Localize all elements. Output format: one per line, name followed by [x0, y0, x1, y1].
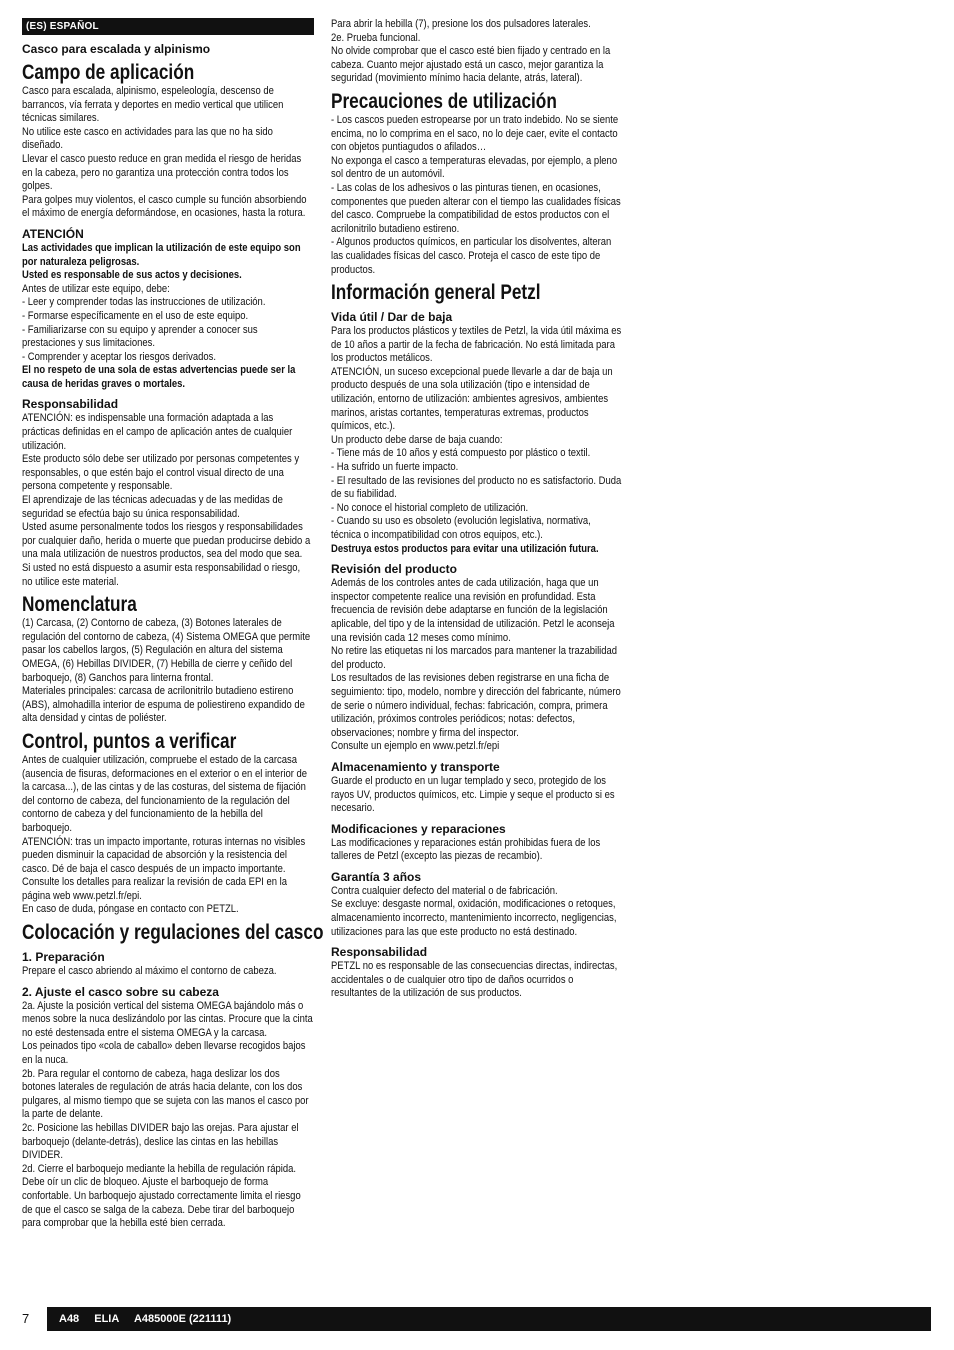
paragraph: - Formarse específicamente en el uso de este equipo. [22, 309, 249, 322]
right-column [331, 18, 623, 1001]
section-heading: Colocación y regulaciones del casco [22, 921, 324, 945]
paragraph: Para golpes muy violentos, el casco cumple su función absorbiendo el máximo de energía deformándose, en ocasiones, hasta la rotura. [22, 193, 307, 220]
paragraph: ATENCIÓN: es indispensable una formación adaptada a las prácticas definidas en el campo de aplicación antes de cualquier utilización. [22, 412, 293, 452]
paragraph: Para abrir la hebilla (7), presione los dos pulsadores laterales. [331, 18, 591, 30]
paragraph: 2e. Prueba funcional. [331, 31, 421, 44]
paragraph: 2a. Ajuste la posición vertical del sistema OMEGA bajándolo más o menos sobre la nuca deslizándolo por las cintas. Procure que la cinta no esté destensada entre el sistema OMEGA y la carcasa. [22, 999, 313, 1039]
paragraph: Contra cualquier defecto del material o de fabricación. [331, 884, 558, 897]
paragraph: - No conoce el historial completo de utilización. [331, 501, 529, 514]
paragraph: No exponga el casco a temperaturas elevadas, por ejemplo, a pleno sol dentro de un automóvil. [331, 154, 618, 181]
subsection-heading: ATENCIÓN [22, 226, 84, 241]
warning-paragraph: Usted es responsable de sus actos y decisiones. [22, 269, 242, 282]
paragraph: Los peinados tipo «cola de caballo» deben llevarse recogidos bajos en la nuca. [22, 1040, 306, 1067]
paragraph: - Leer y comprender todas las instrucciones de utilización. [22, 296, 266, 309]
subsection-heading: Garantía 3 años [331, 869, 422, 884]
section-heading: Campo de aplicación [22, 61, 195, 84]
language-tag: (ES) ESPAÑOL [22, 18, 314, 35]
paragraph: No olvide comprobar que el casco esté bien fijado y centrado en la cabeza. Cuanto mejor ajustado está un casco, mejor garantiza la seguridad (movimiento mínimo hacia delante, atrás, lateral). [331, 45, 611, 85]
subsection-heading: 1. Preparación [22, 950, 105, 965]
paragraph: PETZL no es responsable de las consecuencias directas, indirectas, accidentales o de cualquier otro tipo de daños ocurridos o resultantes de la utilización de sus productos. [331, 960, 618, 1000]
paragraph: ATENCIÓN: tras un impacto importante, roturas internas no visibles pueden disminuir la capacidad de absorción y la resistencia del casco. Dé de baja el casco después de un impacto importante. [22, 835, 306, 875]
paragraph: Materiales principales: carcasa de acrilonitrilo butadieno estireno (ABS), almohadilla interior de espuma de poliestireno expandido de alta densidad y cintas de poliéster. [22, 685, 305, 725]
paragraph: - Familiarizarse con su equipo y aprender a conocer sus prestaciones y sus limitaciones. [22, 323, 258, 350]
paragraph: - Los cascos pueden estropearse por un trato indebido. No se siente encima, no lo comprima en el saco, no lo deje caer, evite el contacto con objetos puntiagudos o afilados… [331, 113, 619, 154]
footer-product-name: ELIA [94, 1313, 119, 1325]
paragraph: - Tiene más de 10 años y está compuesto por plástico o textil. [331, 447, 591, 460]
paragraph: Usted asume personalmente todos los riesgos y responsabilidades por cualquier daño, herida o muerte que puedan producirse debido a una mala utilización de nuestros productos, sea del modo que sea. Si usted no está dispuesto a asumir esta responsabilidad o riesgo, no utilice este material. [22, 521, 311, 588]
paragraph: Para los productos plásticos y textiles de Petzl, la vida útil máxima es de 10 años a partir de la fecha de fabricación. No está limitada para los productos metálicos. [331, 325, 622, 365]
page-footer [0, 1307, 954, 1331]
subsection-heading: Responsabilidad [331, 945, 428, 960]
footer-code-ref: A48 [59, 1313, 80, 1325]
paragraph: Guarde el producto en un lugar templado y seco, protegido de los rayos UV, productos químicos, etc. Limpie y seque el producto si es necesario. [331, 774, 615, 815]
warning-paragraph: Destruya estos productos para evitar una utilización futura. [331, 542, 599, 555]
paragraph: Se excluye: desgaste normal, oxidación, modificaciones o retoques, almacenamiento incorrecto, mantenimiento incorrecto, negligencias, utilizaciones para las que este producto no está destinado. [331, 898, 617, 938]
paragraph: - Cuando su uso es obsoleto (evolución legislativa, normativa, técnica o incompatibilidad con otros equipos, etc.). [331, 515, 591, 541]
paragraph: Consulte los detalles para realizar la revisión de cada EPI en la página web www.petzl.fr/epi. [22, 876, 288, 902]
paragraph: El aprendizaje de las técnicas adecuadas y de las medidas de seguridad se efectúa bajo su única responsabilidad. [22, 494, 283, 520]
paragraph: No utilice este casco en actividades para las que no ha sido diseñado. [22, 125, 273, 152]
paragraph: Los resultados de las revisiones deben registrarse en una ficha de seguimiento: tipo, modelo, nombre y dirección del fabricante, número de serie o número individual, fechas: fabricación, compra, primera utilización, próximos controles periódicos; notas: defectos, observaciones; nombre y firma del inspector. [331, 672, 621, 739]
subsection-heading: 2. Ajuste el casco sobre su cabeza [22, 984, 219, 999]
paragraph: Casco para escalada, alpinismo, espeleología, descenso de barrancos, vía ferrata y deportes en medio vertical que utilicen técnicas similares. [22, 85, 284, 125]
warning-paragraph: El no respeto de una sola de estas advertencias puede ser la causa de heridas graves o mortales. [22, 364, 296, 390]
paragraph: Este producto sólo debe ser utilizado por personas competentes y responsables, o que estén bajo el control visual directo de una persona competente y responsable. [22, 453, 300, 493]
section-heading: Información general Petzl [331, 281, 541, 305]
paragraph: Antes de utilizar este equipo, debe: [22, 282, 170, 295]
paragraph: Prepare el casco abriendo al máximo el contorno de cabeza. [22, 965, 277, 978]
paragraph: - Comprender y aceptar los riesgos derivados. [22, 350, 217, 363]
paragraph: Consulte un ejemplo en www.petzl.fr/epi [331, 740, 500, 753]
paragraph: - Algunos productos químicos, en particular los disolventes, alteran las cualidades físicas del casco. Proteja el casco de este tipo de productos. [331, 236, 612, 276]
document-subtitle: Casco para escalada y alpinismo [22, 42, 211, 56]
warning-paragraph: Las actividades que implican la utilización de este equipo son por naturaleza peligrosas. [22, 241, 301, 268]
paragraph: Además de los controles antes de cada utilización, haga que un inspector competente realice una revisión en profundidad. Esta frecuencia de revisión debe adaptarse en función de la legislación aplicable, del tipo y de la intensidad de utilización. Petzl le aconseja una revisión cada 12 meses como mínimo. [331, 577, 615, 644]
footer-bar [47, 1307, 931, 1331]
paragraph: Las modificaciones y reparaciones están prohibidas fuera de los talleres de Petzl (excepto las piezas de recambio). [331, 836, 601, 863]
section-heading: Nomenclatura [22, 593, 137, 617]
paragraph: En caso de duda, póngase en contacto con PETZL. [22, 903, 239, 916]
paragraph: Llevar el casco puesto reduce en gran medida el riesgo de heridas en la cabeza, pero no garantiza una protección contra todos los golpes. [22, 152, 302, 193]
paragraph: - El resultado de las revisiones del producto no es satisfactorio. Duda de su fiabilidad. [331, 474, 622, 501]
paragraph: - Las colas de los adhesivos o las pinturas tienen, en ocasiones, componentes que pueden alterar con el tiempo las cualidades físicas del casco. Compruebe la compatibilidad de estos productos con el acrilonitrilo butadieno estireno. [331, 181, 621, 235]
paragraph: Un producto debe darse de baja cuando: [331, 433, 503, 446]
subsection-heading: Modificaciones y reparaciones [331, 821, 506, 836]
paragraph: (1) Carcasa, (2) Contorno de cabeza, (3) Botones laterales de regulación del contorno de cabeza, (4) Sistema OMEGA que permite pasar los cabellos largos, (5) Regulación en altura del sistema OMEGA, (6) Hebillas DIVIDER, (7) Hebilla de cierre y ceñido del barboquejo, (8) Ganchos para linterna frontal. [22, 617, 311, 684]
paragraph: 2d. Cierre el barboquejo mediante la hebilla de regulación rápida. Debe oír un clic de bloqueo. Ajuste el barboquejo de forma confortable. Un barboquejo ajustado correctamente limita el riesgo de que el casco se salga de la cabeza. Debe tirar del barboquejo para comprobar que la hebilla esté bien cerrada. [22, 1162, 301, 1230]
paragraph: 2c. Posicione las hebillas DIVIDER bajo las orejas. Para ajustar el barboquejo (delante-detrás), deslice las cintas en las hebillas DIVIDER. [22, 1122, 299, 1162]
subsection-heading: Responsabilidad [22, 397, 119, 412]
paragraph: ATENCIÓN, un suceso excepcional puede llevarle a dar de baja un producto después de una sola utilización (tipo e intensidad de utilización, entorno de utilización: ambientes agresivos, ambientes marinos, aristas cortantes, temperaturas extremas, productos químicos, etc.). [331, 365, 613, 433]
subsection-heading: Revisión del producto [331, 562, 458, 577]
section-heading: Precauciones de utilización [331, 89, 557, 113]
paragraph: Antes de cualquier utilización, compruebe el estado de la carcasa (ausencia de fisuras, deformaciones en el exterior o en el interior de la carcasa...), de las cintas y de las costuras, del sistema de fijación del contorno de cabeza, del funcionamiento de la regulación del contorno de cabeza y del funcionamiento de la hebilla del barboquejo. [22, 753, 308, 834]
page-number: 7 [22, 1311, 30, 1326]
paragraph: - Ha sufrido un fuerte impacto. [331, 461, 459, 474]
subsection-heading: Vida útil / Dar de baja [331, 310, 453, 325]
footer-document-ref: A485000E (221111) [133, 1313, 232, 1325]
section-heading: Control, puntos a verificar [22, 729, 237, 753]
paragraph: No retire las etiquetas ni los marcados para mantener la trazabilidad del producto. [331, 645, 618, 671]
left-column [22, 18, 324, 1231]
paragraph: 2b. Para regular el contorno de cabeza, haga deslizar los dos botones laterales de regulación de atrás hacia delante, con los dos pulgares, al mismo tiempo que se sujeta con las manos el casco por la parte de delante. [22, 1067, 309, 1121]
subsection-heading: Almacenamiento y transporte [331, 759, 500, 774]
